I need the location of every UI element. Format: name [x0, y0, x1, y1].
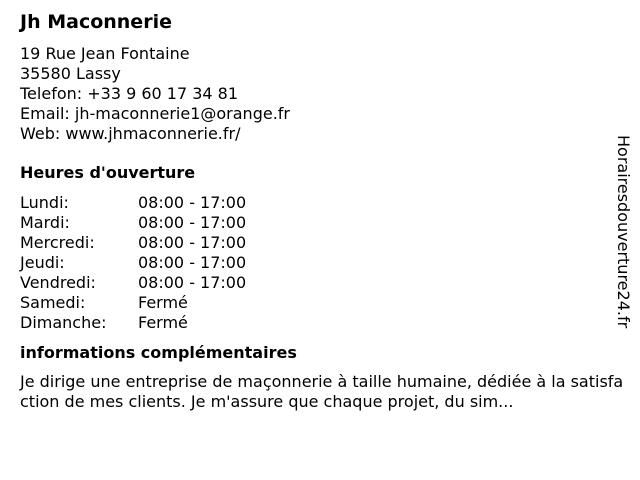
day-label: Dimanche:: [20, 313, 107, 332]
phone-number: Telefon: +33 9 60 17 34 81: [20, 84, 239, 103]
day-hours: Fermé: [138, 293, 188, 312]
info-heading: informations complémentaires: [20, 343, 297, 362]
day-label: Lundi:: [20, 193, 69, 212]
opening-hours-table: [20, 193, 615, 333]
day-hours: 08:00 - 17:00: [138, 253, 247, 272]
day-hours: 08:00 - 17:00: [138, 213, 247, 232]
day-hours: Fermé: [138, 313, 188, 332]
hours-row-mercredi: [20, 233, 615, 253]
day-hours: 08:00 - 17:00: [138, 193, 247, 212]
site-watermark: Horairesdouverture24.fr: [614, 135, 633, 329]
day-label: Jeudi:: [20, 253, 65, 272]
day-hours: 08:00 - 17:00: [138, 273, 247, 292]
street-address: 19 Rue Jean Fontaine: [20, 44, 190, 63]
contact-block: [20, 44, 615, 144]
website-url: Web: www.jhmaconnerie.fr/: [20, 124, 241, 143]
day-label: Mardi:: [20, 213, 70, 232]
email-address: Email: jh-maconnerie1@orange.fr: [20, 104, 290, 123]
hours-row-lundi: [20, 193, 615, 213]
hours-row-jeudi: [20, 253, 615, 273]
hours-row-mardi: [20, 213, 615, 233]
business-name: Jh Maconnerie: [20, 11, 172, 33]
hours-row-dimanche: [20, 313, 615, 333]
hours-row-vendredi: [20, 273, 615, 293]
hours-heading: Heures d'ouverture: [20, 163, 196, 182]
hours-row-samedi: [20, 293, 615, 313]
city-postcode: 35580 Lassy: [20, 64, 121, 83]
day-label: Mercredi:: [20, 233, 95, 252]
business-description: Je dirige une entreprise de maçonnerie à taille humaine, dédiée à la satisfaction de mes clients. Je m'assure que chaque projet, du sim...: [20, 372, 624, 411]
day-hours: 08:00 - 17:00: [138, 233, 247, 252]
day-label: Vendredi:: [20, 273, 96, 292]
day-label: Samedi:: [20, 293, 86, 312]
